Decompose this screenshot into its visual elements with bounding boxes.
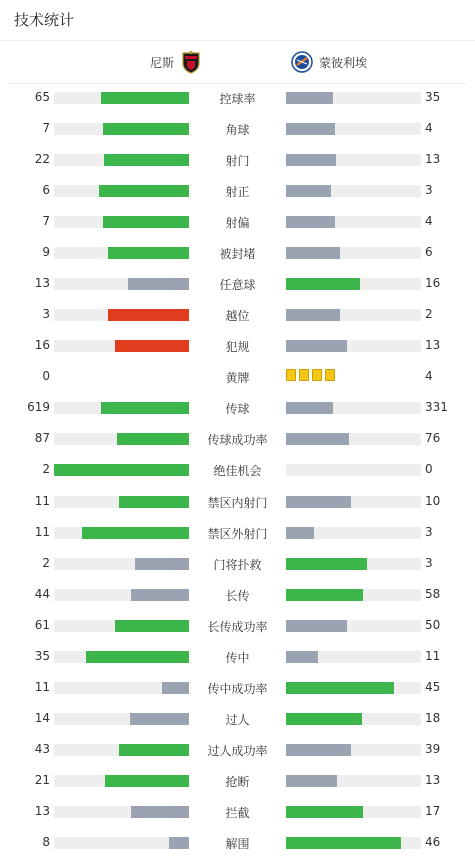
away-stat-bar: [286, 806, 363, 818]
away-stat-value: 3: [425, 183, 433, 198]
home-stat-bar: [130, 713, 189, 725]
away-stat-value: 11: [425, 648, 441, 663]
away-yellow-cards: [286, 369, 335, 381]
team-header: [8, 41, 467, 84]
away-stat-bar-track: [286, 464, 421, 476]
stat-label: 传中成功率: [207, 681, 268, 696]
away-stat-value: 50: [425, 617, 441, 632]
away-stat-bar-track: [286, 185, 421, 197]
stat-row: [0, 305, 475, 325]
away-stat-value: 3: [425, 524, 433, 539]
away-stat-value: 35: [425, 90, 441, 104]
away-stat-bar: [286, 744, 351, 756]
home-stat-bar-track: [54, 92, 189, 104]
stat-row: [0, 647, 475, 667]
stat-label: 长传成功率: [207, 619, 268, 634]
away-stat-bar-track: [286, 713, 421, 725]
away-stat-bar: [286, 433, 349, 445]
away-stat-bar-track: [286, 620, 421, 632]
home-stat-value: 87: [34, 431, 50, 446]
away-stat-bar: [286, 527, 314, 539]
stat-label: 过人: [225, 712, 250, 727]
home-stat-bar: [101, 402, 189, 414]
home-stat-bar: [117, 433, 189, 445]
home-stat-bar-track: [54, 837, 189, 849]
home-stat-bar: [131, 589, 189, 601]
home-stat-value: 2: [42, 462, 50, 477]
away-stat-bar-track: [286, 496, 421, 508]
home-stat-bar-track: [54, 620, 189, 632]
home-stat-bar-track: [54, 185, 189, 197]
stat-label: 被封堵: [219, 247, 256, 262]
yellow-card-icon: [299, 369, 309, 381]
home-stat-value: 65: [34, 90, 50, 104]
stat-row: [0, 88, 475, 108]
stat-row: [0, 460, 475, 480]
away-stat-bar-track: [286, 744, 421, 756]
away-team-crest-icon: [291, 50, 313, 74]
home-stat-bar: [169, 837, 189, 849]
away-stat-value: 16: [425, 276, 441, 291]
stat-row: [0, 678, 475, 698]
home-stat-value: 2: [42, 555, 50, 570]
home-stat-bar: [54, 464, 189, 476]
away-stat-bar: [286, 651, 318, 663]
away-stat-value: 2: [425, 307, 433, 322]
home-stat-value: 619: [27, 400, 50, 415]
away-stat-value: 10: [425, 493, 441, 508]
home-stat-value: 8: [42, 834, 50, 849]
yellow-card-icon: [325, 369, 335, 381]
home-stat-value: 3: [42, 307, 50, 322]
home-stat-bar-track: [54, 713, 189, 725]
stat-label: 任意球: [219, 278, 256, 293]
away-stat-value: 0: [425, 462, 433, 477]
home-stat-bar: [119, 744, 189, 756]
home-team-crest-icon: [180, 50, 202, 74]
away-stat-value: 4: [425, 369, 433, 384]
away-stat-value: 76: [425, 431, 441, 446]
home-stat-bar-track: [54, 744, 189, 756]
away-stat-bar-track: [286, 340, 421, 352]
home-stat-bar-track: [54, 496, 189, 508]
home-stat-bar: [131, 806, 189, 818]
stat-row: [0, 833, 475, 853]
stat-label: 控球率: [219, 92, 256, 106]
away-stat-bar: [286, 185, 331, 197]
home-stat-bar: [101, 92, 189, 104]
home-stat-bar-track: [54, 558, 189, 570]
stat-label: 解围: [225, 836, 250, 851]
away-stat-value: 6: [425, 245, 433, 260]
stat-label: 黄牌: [225, 371, 250, 386]
stat-row: [0, 150, 475, 170]
home-stat-bar: [105, 775, 189, 787]
home-stat-bar-track: [54, 527, 189, 539]
home-stat-bar: [162, 682, 189, 694]
home-stat-bar: [115, 340, 189, 352]
stat-label: 射门: [225, 154, 250, 169]
home-stat-bar-track: [54, 433, 189, 445]
home-stat-bar-track: [54, 402, 189, 414]
away-stat-bar-track: [286, 775, 421, 787]
away-stat-value: 13: [425, 152, 441, 167]
away-stat-bar: [286, 558, 367, 570]
stat-label: 犯规: [225, 340, 250, 355]
away-stat-value: 13: [425, 338, 441, 353]
away-stat-bar-track: [286, 682, 421, 694]
home-stat-value: 13: [34, 803, 50, 818]
stat-label: 绝佳机会: [213, 464, 262, 479]
stat-label: 门将扑救: [213, 557, 262, 572]
stat-row: [0, 367, 475, 387]
away-stat-value: 45: [425, 679, 441, 694]
away-stat-bar-track: [286, 278, 421, 290]
away-stat-value: 58: [425, 586, 441, 601]
away-stat-bar-track: [286, 837, 421, 849]
home-team[interactable]: [150, 50, 202, 74]
away-stat-bar: [286, 216, 335, 228]
away-stat-bar: [286, 154, 336, 166]
stat-row: [0, 554, 475, 574]
away-stat-bar-track: [286, 154, 421, 166]
home-stat-value: 61: [34, 617, 50, 632]
home-stat-bar: [104, 154, 189, 166]
away-stat-value: 17: [425, 803, 441, 818]
away-stat-bar-track: [286, 651, 421, 663]
stat-row: [0, 616, 475, 636]
stat-label: 传球: [225, 402, 250, 417]
away-stat-bar-track: [286, 527, 421, 539]
home-stat-value: 44: [34, 586, 50, 601]
away-stat-value: 4: [425, 214, 433, 229]
away-stat-bar-track: [286, 402, 421, 414]
home-stat-value: 22: [34, 152, 50, 167]
away-team[interactable]: [291, 50, 367, 74]
home-stat-bar-track: [54, 775, 189, 787]
home-stat-value: 21: [34, 772, 50, 787]
stat-label: 射偏: [225, 216, 250, 231]
yellow-card-icon: [312, 369, 322, 381]
home-stat-bar-track: [54, 651, 189, 663]
home-stat-bar: [108, 309, 189, 321]
away-stat-bar: [286, 713, 362, 725]
away-stat-value: 39: [425, 741, 441, 756]
away-stat-bar: [286, 247, 340, 259]
away-stat-bar: [286, 123, 335, 135]
stat-label: 角球: [225, 123, 250, 138]
home-stat-bar-track: [54, 682, 189, 694]
away-stat-bar-track: [286, 123, 421, 135]
stat-row: [0, 492, 475, 512]
home-stat-bar-track: [54, 309, 189, 321]
away-stat-bar-track: [286, 309, 421, 321]
home-stat-bar: [103, 216, 189, 228]
stat-label: 射正: [225, 185, 250, 200]
away-stat-bar-track: [286, 806, 421, 818]
away-stat-bar: [286, 682, 394, 694]
away-stat-value: 4: [425, 121, 433, 136]
away-stat-value: 3: [425, 555, 433, 570]
home-stat-value: 6: [42, 183, 50, 198]
stat-row: [0, 212, 475, 232]
stat-label: 越位: [225, 309, 250, 324]
away-stat-value: 331: [425, 400, 448, 415]
away-stat-value: 18: [425, 710, 441, 725]
stat-row: [0, 119, 475, 139]
home-stat-bar: [86, 651, 189, 663]
away-stat-bar-track: [286, 216, 421, 228]
stat-row: [0, 274, 475, 294]
stat-label: 拦截: [225, 805, 250, 820]
stat-label: 禁区内射门: [207, 495, 268, 510]
stat-row: [0, 771, 475, 791]
home-stat-value: 13: [34, 276, 50, 291]
home-stat-bar: [115, 620, 189, 632]
away-stat-bar: [286, 340, 347, 352]
stat-label: 禁区外射门: [207, 526, 268, 541]
away-stat-bar: [286, 92, 333, 104]
stat-label: 抢断: [225, 774, 250, 789]
stat-row: [0, 243, 475, 263]
away-stat-bar: [286, 402, 333, 414]
home-stat-bar-track: [54, 806, 189, 818]
home-stat-value: 35: [34, 648, 50, 663]
home-stat-value: 0: [42, 369, 50, 384]
home-stat-value: 11: [34, 524, 50, 539]
stat-row: [0, 709, 475, 729]
stat-label: 传球成功率: [207, 433, 268, 448]
home-stat-bar-track: [54, 123, 189, 135]
home-stat-bar-track: [54, 278, 189, 290]
away-stat-bar-track: [286, 558, 421, 570]
home-stat-value: 11: [34, 679, 50, 694]
home-stat-bar: [103, 123, 189, 135]
stat-row: [0, 336, 475, 356]
away-stat-bar: [286, 620, 347, 632]
away-stat-value: 46: [425, 834, 441, 849]
home-stat-bar: [99, 185, 189, 197]
stat-row: [0, 585, 475, 605]
home-stat-bar: [108, 247, 189, 259]
away-stat-bar: [286, 775, 337, 787]
home-stat-bar-track: [54, 247, 189, 259]
away-stat-bar: [286, 589, 363, 601]
stat-row: [0, 740, 475, 760]
home-stat-value: 7: [42, 121, 50, 136]
stat-row: [0, 523, 475, 543]
away-team-name: 蒙彼利埃: [319, 55, 368, 70]
away-stat-bar-track: [286, 92, 421, 104]
away-stat-bar: [286, 309, 340, 321]
away-stat-bar: [286, 837, 401, 849]
home-team-name: 尼斯: [149, 55, 174, 70]
home-stat-value: 11: [34, 493, 50, 508]
home-stat-bar-track: [54, 340, 189, 352]
stat-row: [0, 398, 475, 418]
home-stat-value: 14: [34, 710, 50, 725]
home-stat-bar: [135, 558, 189, 570]
home-stat-bar-track: [54, 464, 189, 476]
stat-label: 传中: [225, 650, 250, 665]
stat-row: [0, 802, 475, 822]
home-stat-bar-track: [54, 589, 189, 601]
home-stat-bar-track: [54, 154, 189, 166]
home-stat-bar: [128, 278, 189, 290]
home-stat-value: 9: [42, 245, 50, 260]
away-stat-bar: [286, 496, 351, 508]
away-stat-bar-track: [286, 433, 421, 445]
home-stat-value: 16: [34, 338, 50, 353]
home-stat-bar: [82, 527, 189, 539]
yellow-card-icon: [286, 369, 296, 381]
away-stat-value: 13: [425, 772, 441, 787]
home-stat-bar: [119, 496, 189, 508]
away-stat-bar-track: [286, 247, 421, 259]
stat-label: 长传: [225, 588, 250, 603]
home-stat-value: 7: [42, 214, 50, 229]
stat-row: [0, 429, 475, 449]
stat-row: [0, 181, 475, 201]
home-stat-value: 43: [34, 741, 50, 756]
away-stat-bar-track: [286, 589, 421, 601]
away-stat-bar: [286, 278, 360, 290]
page-title: 技术统计: [0, 0, 475, 41]
home-stat-bar-track: [54, 216, 189, 228]
stat-label: 过人成功率: [207, 743, 268, 758]
